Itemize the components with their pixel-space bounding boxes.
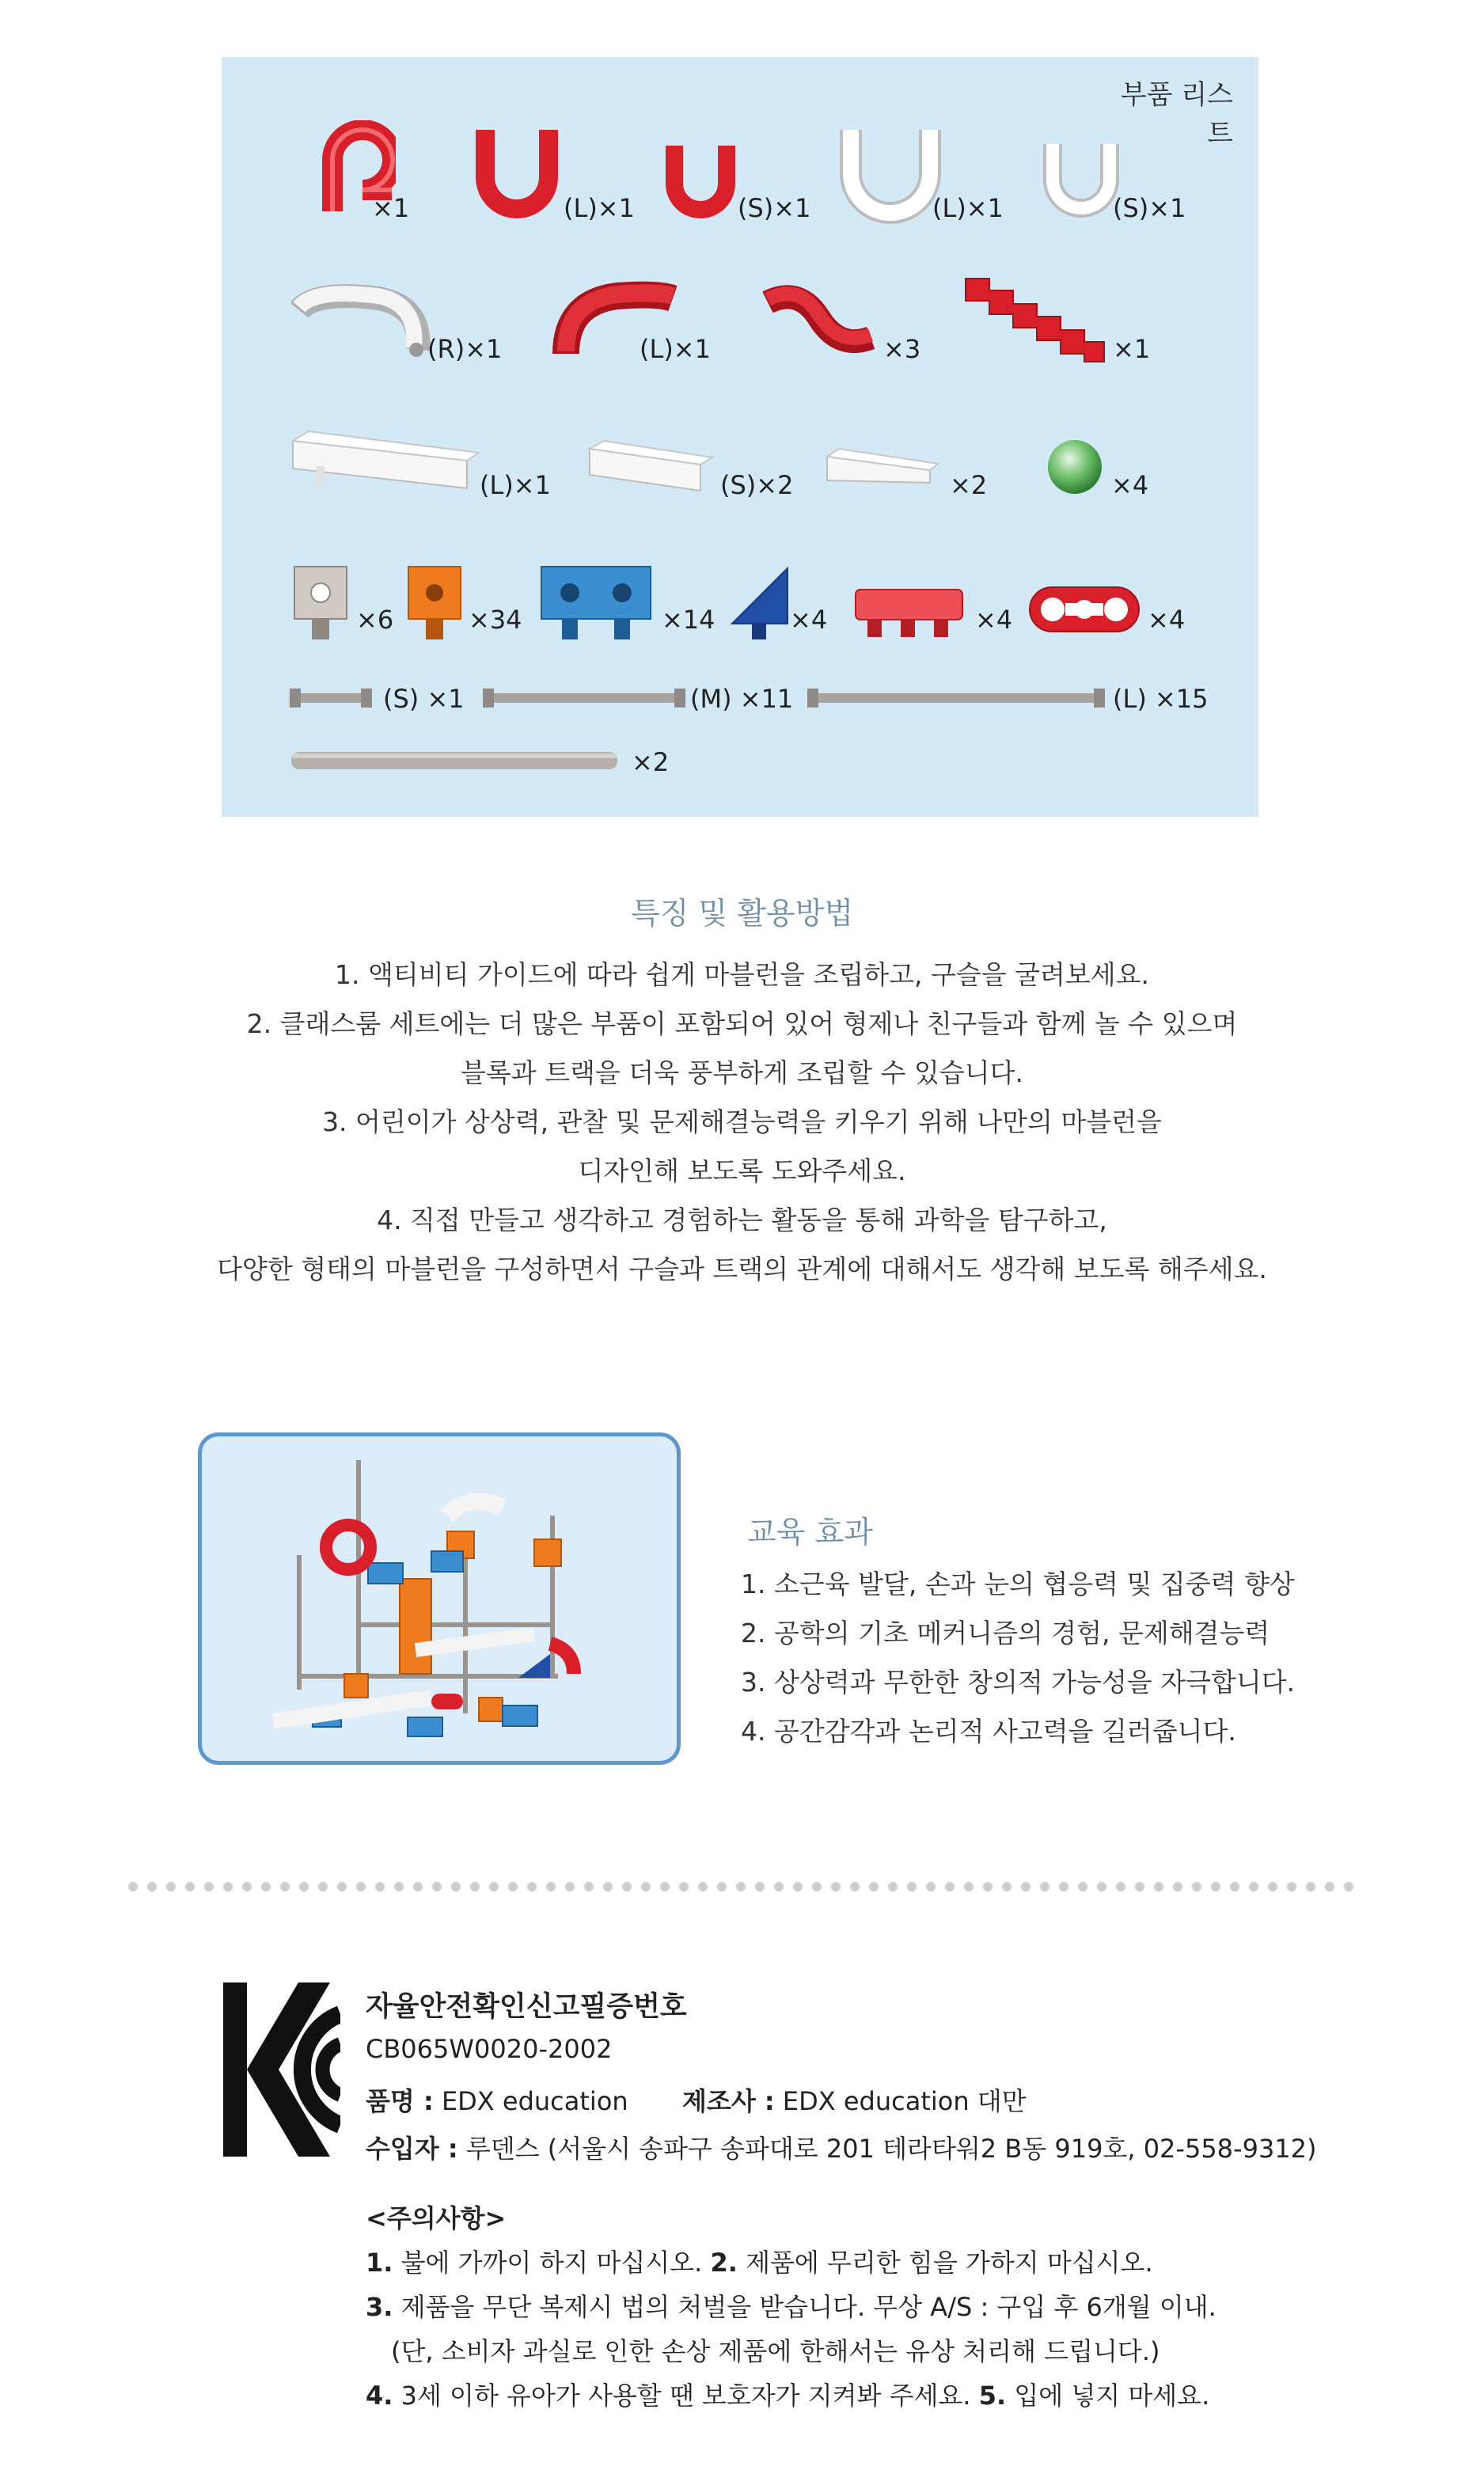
rod-plain-qty: ×2	[632, 747, 670, 777]
feature-line-1: 1. 액티비티 가이드에 따라 쉽게 마블런을 조립하고, 구슬을 굴려보세요.	[335, 959, 1149, 990]
curve-white-qty: (R)×1	[427, 334, 503, 364]
connector-red-qty: ×4	[1148, 605, 1186, 635]
marble-run-image	[198, 1432, 681, 1765]
kc-cert-number: CB065W0020-2002	[366, 2034, 613, 2064]
caution-number-3: 3.	[366, 2292, 393, 2322]
rod-large-qty: (L) ×15	[1113, 684, 1209, 714]
feature-line-2: 2. 클래스룸 세트에는 더 많은 부품이 포함되어 있어 형제나 친구들과 함께 놀 수 있으며	[246, 1008, 1238, 1039]
caution-number-2: 2.	[710, 2248, 738, 2278]
feature-line-7: 다양한 형태의 마블런을 구성하면서 구슬과 트랙의 관계에 대해서도 생각해 보도록 해주세요.	[217, 1254, 1267, 1284]
parts-list-panel	[222, 57, 1258, 817]
stair-red-qty: ×1	[1113, 334, 1151, 364]
u-red-large-part	[473, 130, 560, 225]
wave-red-part	[760, 279, 879, 366]
feature-line-4: 3. 어린이가 상상력, 관찰 및 문제해결능력을 키우기 위해 나만의 마블런을	[322, 1106, 1162, 1137]
kc-heading: 자율안전확인신고필증번호	[366, 1991, 687, 2023]
features-title: 특징 및 활용방법	[630, 896, 854, 931]
education-line-2: 2. 공학의 기초 메커니즘의 경험, 문제해결능력	[741, 1618, 1270, 1649]
triangle-blue-qty: ×4	[790, 605, 828, 635]
u-white-large-qty: (L)×1	[932, 193, 1004, 223]
track-long-part	[285, 417, 483, 496]
track-ramp-qty: ×2	[950, 470, 988, 500]
curve-white-part	[291, 279, 434, 366]
rod-large-part	[807, 682, 1108, 714]
caution-line-3	[366, 2287, 1216, 2324]
education-line-3: 3. 상상력과 무한한 창의적 가능성을 자극합니다.	[741, 1667, 1296, 1698]
product-value: EDX education	[441, 2086, 628, 2116]
marble-part	[1045, 437, 1108, 500]
feature-line-5: 디자인해 보도록 도와주세요.	[578, 1155, 906, 1186]
education-line-1: 1. 소근육 발달, 손과 눈의 협응력 및 집중력 향상	[741, 1569, 1295, 1599]
rod-small-part	[290, 682, 377, 714]
plate-red-part	[852, 586, 970, 649]
triangle-blue-part	[728, 560, 799, 647]
plate-red-qty: ×4	[975, 605, 1013, 635]
block-blue-double-qty: ×14	[662, 605, 715, 635]
block-gray-part	[291, 563, 355, 651]
caution-text-1: 불에 가까이 하지 마십시오.	[400, 2248, 703, 2278]
track-ramp-part	[823, 437, 942, 500]
kc-importer-line	[366, 2129, 1317, 2165]
kc-mark-logo	[223, 1982, 340, 2157]
caution-text-3: 제품을 무단 복제시 법의 처벌을 받습니다. 무상 A/S : 구입 후 6개월 이내.	[400, 2292, 1216, 2322]
u-red-large-qty: (L)×1	[564, 193, 635, 223]
importer-value: 루덴스 (서울시 송파구 송파대로 201 테라타워2 B동 919호, 02-558-9312)	[465, 2134, 1317, 2164]
connector-red-part	[1026, 581, 1144, 644]
u-white-small-qty: (S)×1	[1113, 193, 1186, 223]
rod-plain-part	[291, 746, 624, 777]
caution-number-1: 1.	[366, 2248, 393, 2278]
wave-red-qty: ×3	[883, 334, 921, 364]
rod-medium-qty: (M) ×11	[690, 684, 794, 714]
caution-number-4: 4.	[366, 2381, 393, 2411]
education-title: 교육 효과	[747, 1515, 873, 1550]
rod-small-qty: (S) ×1	[383, 684, 465, 714]
track-short-qty: (S)×2	[720, 470, 794, 500]
track-short-part	[582, 429, 716, 500]
track-long-qty: (L)×1	[480, 470, 551, 500]
block-blue-double-part	[538, 563, 657, 651]
u-red-small-part	[663, 146, 738, 225]
block-orange-part	[405, 563, 469, 651]
block-gray-qty: ×6	[356, 605, 394, 635]
kc-product-maker-line	[366, 2081, 1027, 2118]
feature-line-3: 블록과 트랙을 더욱 풍부하게 조립할 수 있습니다.	[461, 1057, 1023, 1088]
block-orange-qty: ×34	[469, 605, 522, 635]
stair-red-part	[958, 255, 1116, 366]
u-white-small-part	[1042, 144, 1121, 223]
caution-line-1	[366, 2243, 1153, 2279]
education-line-4: 4. 공간감각과 논리적 사고력을 길러줍니다.	[741, 1716, 1236, 1747]
maker-value: EDX education 대만	[782, 2086, 1027, 2116]
caution-text-5: 입에 넣지 마세요.	[1014, 2381, 1210, 2411]
loop-qty: ×1	[372, 193, 410, 223]
caution-line-3b: (단, 소비자 과실로 인한 손상 제품에 한해서는 유상 처리해 드립니다.)	[391, 2336, 1160, 2366]
caution-text-2: 제품에 무리한 힘을 가하지 마십시오.	[746, 2248, 1153, 2278]
product-label: 품명 :	[366, 2086, 434, 2116]
caution-line-4	[366, 2376, 1209, 2412]
rod-medium-part	[483, 682, 689, 714]
maker-label: 제조사 :	[682, 2086, 775, 2116]
u-red-small-qty: (S)×1	[738, 193, 811, 223]
u-white-large-part	[839, 130, 942, 225]
parts-list-title: 부품 리스트	[1120, 79, 1233, 150]
caution-text-4: 3세 이하 유아가 사용할 땐 보호자가 지켜봐 주세요.	[400, 2381, 971, 2411]
feature-line-6: 4. 직접 만들고 생각하고 경험하는 활동을 통해 과학을 탐구하고,	[377, 1205, 1107, 1235]
caution-number-5: 5.	[978, 2381, 1007, 2411]
curve-red-qty: (L)×1	[640, 334, 711, 364]
importer-label: 수입자 :	[366, 2134, 458, 2164]
marble-qty: ×4	[1111, 470, 1149, 500]
dotted-divider	[127, 1880, 1361, 1893]
caution-title: <주의사항>	[366, 2203, 507, 2233]
marble-run-illustration	[202, 1436, 677, 1761]
